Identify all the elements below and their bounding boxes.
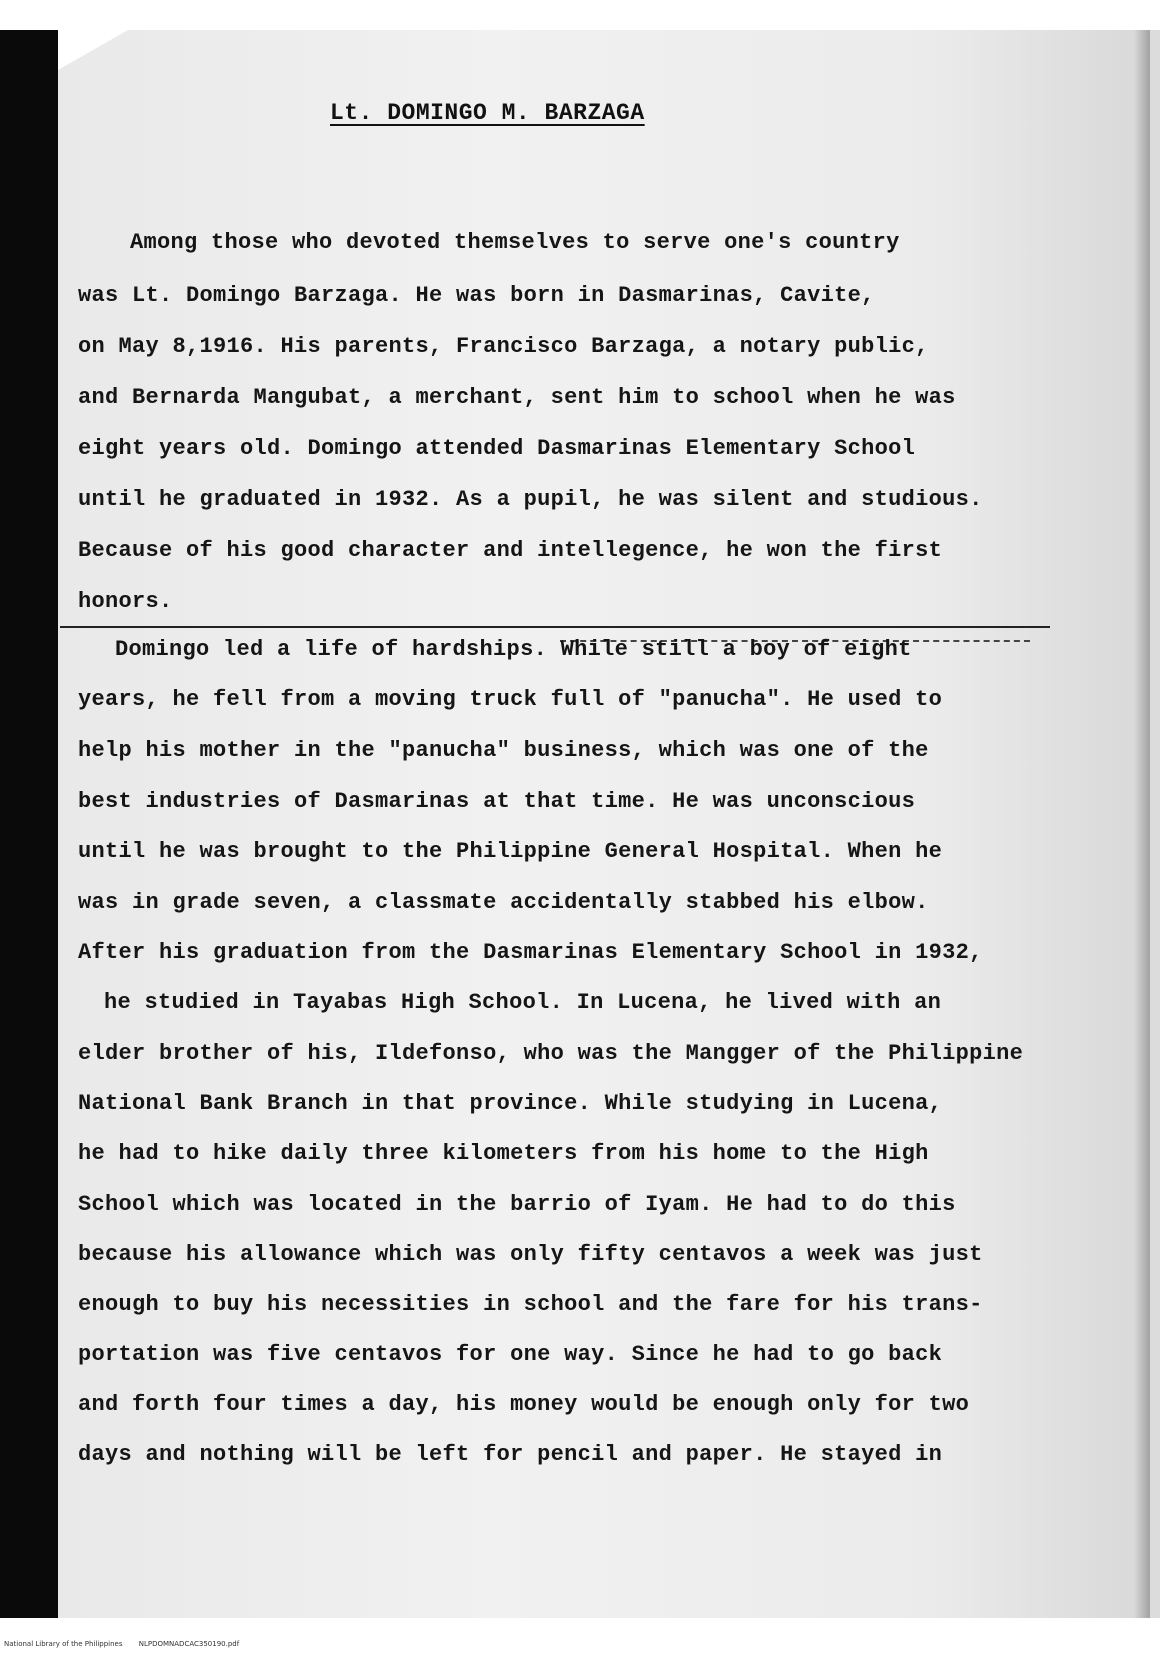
body-line: and forth four times a day, his money would be enough only for two (78, 1392, 970, 1417)
body-line: until he was brought to the Philippine General Hospital. When he (78, 839, 943, 864)
body-line: School which was located in the barrio of Iyam. He had to do this (78, 1192, 956, 1217)
body-line: Domingo led a life of hardships. While still a boy of eight (115, 637, 912, 662)
body-line: Among those who devoted themselves to serve one's country (130, 230, 900, 255)
body-line: Because of his good character and intellegence, he won the first (78, 538, 943, 563)
body-line: on May 8,1916. His parents, Francisco Barzaga, a notary public, (78, 334, 929, 359)
document-title: Lt. DOMINGO M. BARZAGA (330, 100, 645, 126)
body-line: years, he fell from a moving truck full of "panucha". He used to (78, 687, 943, 712)
body-line: enough to buy his necessities in school and the fare for his trans- (78, 1292, 983, 1317)
scan-footer (4, 1640, 253, 1648)
footer-file: NLPDOMNADCAC350190.pdf (138, 1640, 240, 1648)
body-line: because his allowance which was only fifty centavos a week was just (78, 1242, 983, 1267)
body-line: After his graduation from the Dasmarinas Elementary School in 1932, (78, 940, 983, 965)
body-line: honors. (78, 589, 173, 614)
scan-left-border (0, 30, 58, 1618)
footer-source: National Library of the Philippines (4, 1640, 123, 1648)
body-line: elder brother of his, Ildefonso, who was the Mangger of the Philippine (78, 1041, 1024, 1066)
body-line: best industries of Dasmarinas at that time. He was unconscious (78, 789, 916, 814)
body-line: portation was five centavos for one way. Since he had to go back (78, 1342, 943, 1367)
body-line: he studied in Tayabas High School. In Lucena, he lived with an (104, 990, 942, 1015)
body-line: was in grade seven, a classmate accidentally stabbed his elbow. (78, 890, 929, 915)
paper-sheet (58, 30, 1150, 1618)
body-line: and Bernarda Mangubat, a merchant, sent him to school when he was (78, 385, 956, 410)
body-line: was Lt. Domingo Barzaga. He was born in Dasmarinas, Cavite, (78, 283, 875, 308)
scanned-page (0, 30, 1160, 1618)
body-line: he had to hike daily three kilometers from his home to the High (78, 1141, 929, 1166)
paper-edge-shadow (1134, 30, 1150, 1618)
body-line: National Bank Branch in that province. While studying in Lucena, (78, 1091, 943, 1116)
body-line: days and nothing will be left for pencil and paper. He stayed in (78, 1442, 943, 1467)
body-line: until he graduated in 1932. As a pupil, he was silent and studious. (78, 487, 983, 512)
body-line: help his mother in the "panucha" business, which was one of the (78, 738, 929, 763)
body-line: eight years old. Domingo attended Dasmarinas Elementary School (78, 436, 916, 461)
horizontal-rule (60, 626, 1050, 628)
